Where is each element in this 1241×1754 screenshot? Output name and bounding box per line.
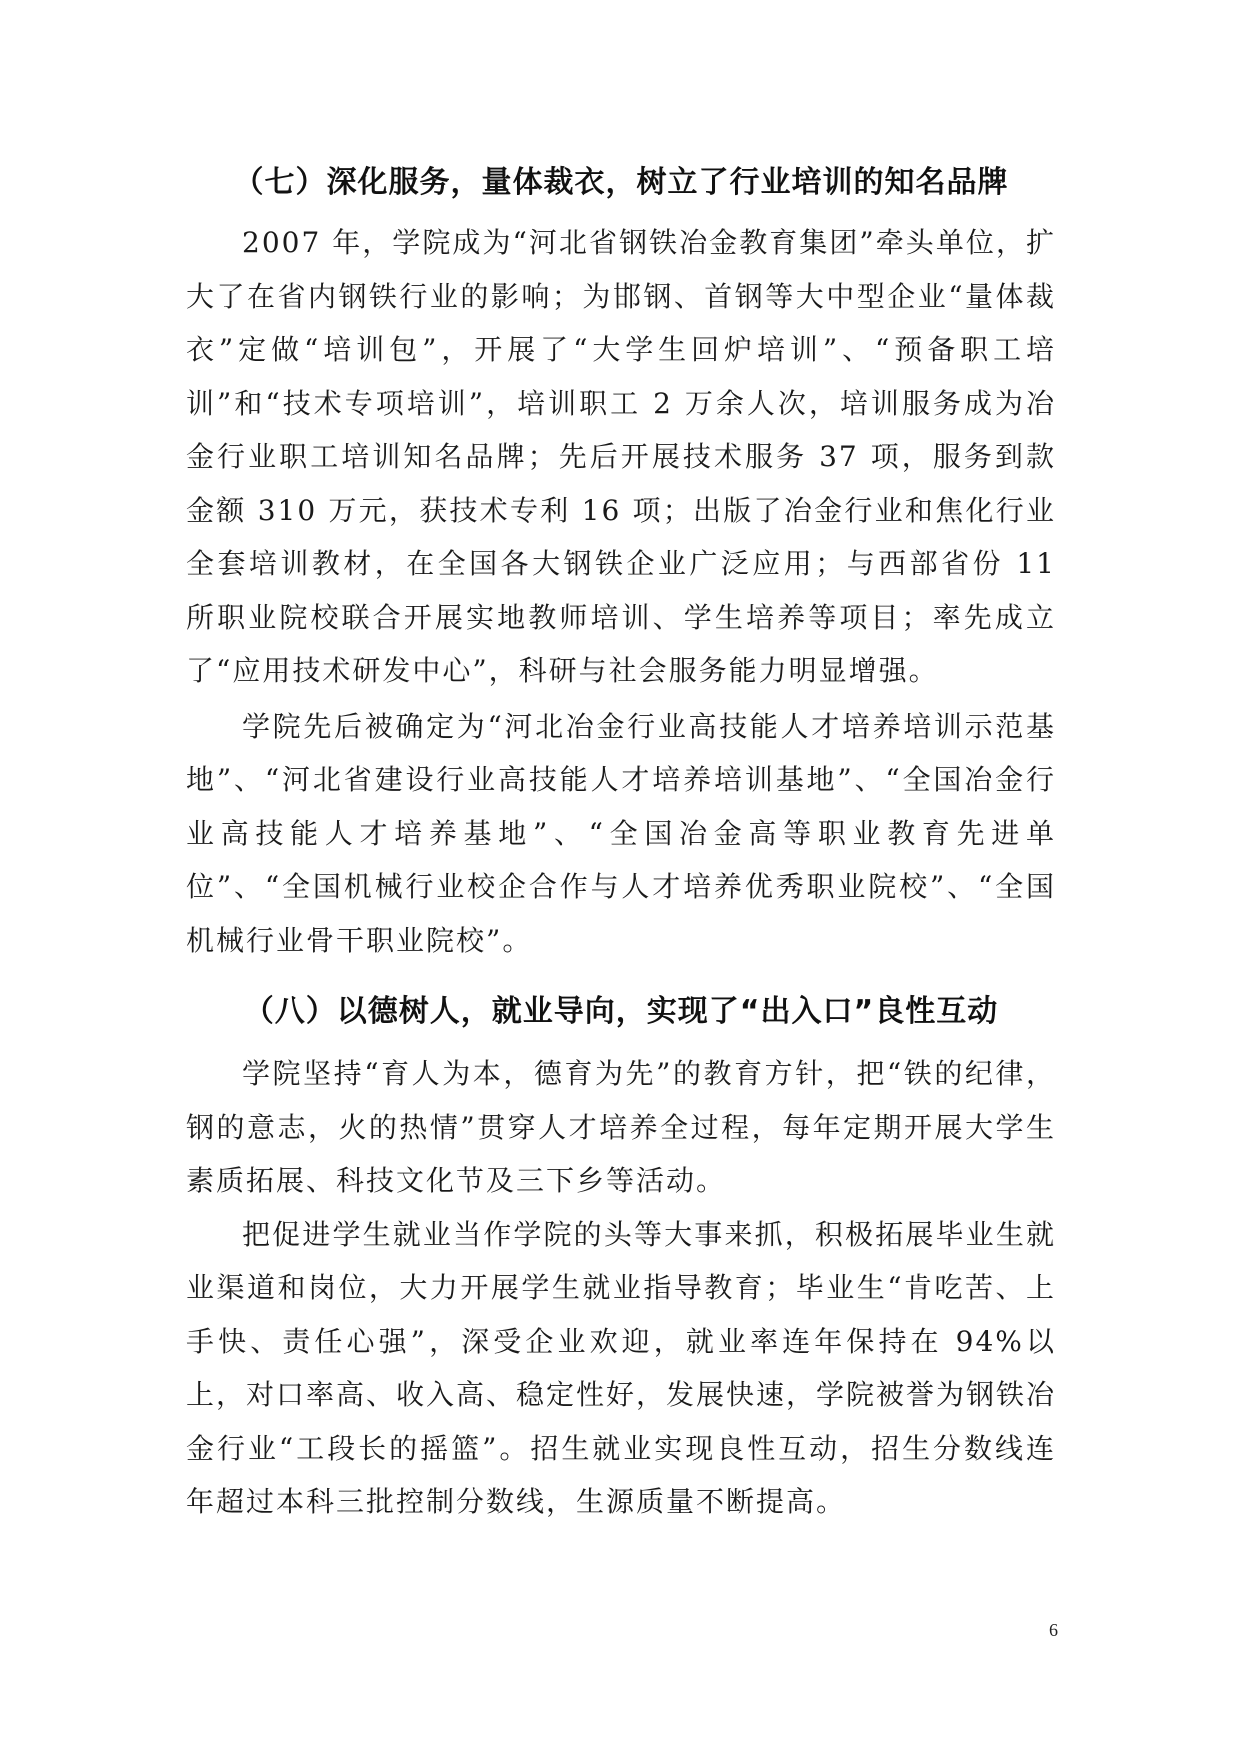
section-7-paragraph-2: 学院先后被确定为“河北冶金行业高技能人才培养培训示范基地”、“河北省建设行业高技能人才培养培训基地”、“全国冶金行业高技能人才培养基地”、“全国冶金高等职业教育先进单位”、“全国机械行业校企合作与人才培养优秀职业院校”、“全国机械行业骨干职业院校”。 bbox=[186, 709, 1056, 957]
page-content bbox=[186, 152, 1056, 1529]
section-8 bbox=[186, 981, 1056, 1529]
section-7 bbox=[186, 152, 1056, 967]
page-number: 6 bbox=[1049, 1620, 1058, 1640]
section-8-heading: （八）以德树人，就业导向，实现了“出入口”良性互动 bbox=[243, 994, 999, 1029]
section-8-paragraph-1: 学院坚持“育人为本，德育为先”的教育方针，把“铁的纪律，钢的意志，火的热情”贯穿人才培养全过程，每年定期开展大学生素质拓展、科技文化节及三下乡等活动。 bbox=[186, 1057, 1056, 1197]
section-8-paragraph-2: 把促进学生就业当作学院的头等大事来抓，积极拓展毕业生就业渠道和岗位，大力开展学生就业指导教育；毕业生“肯吃苦、上手快、责任心强”，深受企业欢迎，就业率连年保持在 94%以上，对口率高、收入高、稳定性好，发展快速，学院被誉为钢铁冶金行业“工段长的摇篮”。招生就业实现良性互动，招生分数线连年超过本科三批控制分数线，生源质量不断提高。 bbox=[186, 1217, 1057, 1518]
section-7-heading: （七）深化服务，量体裁衣，树立了行业培训的知名品牌 bbox=[233, 165, 1009, 200]
section-7-paragraph-1: 2007 年，学院成为“河北省钢铁冶金教育集团”牵头单位，扩大了在省内钢铁行业的影响；为邯钢、首钢等大中型企业“量体裁衣”定做“培训包”，开展了“大学生回炉培训”、“预备职工培训”和“技术专项培训”，培训职工 2 万余人次，培训服务成为冶金行业职工培训知名品牌；先后开展技术服务 37 项，服务到款金额 310 万元，获技术专利 16 项；出版了冶金行业和焦化行业全套培训教材，在全国各大钢铁企业广泛应用；与西部省份 11 所职业院校联合开展实地教师培训、学生培养等项目；率先成立了“应用技术研发中心”，科研与社会服务能力明显增强。 bbox=[186, 226, 1056, 687]
